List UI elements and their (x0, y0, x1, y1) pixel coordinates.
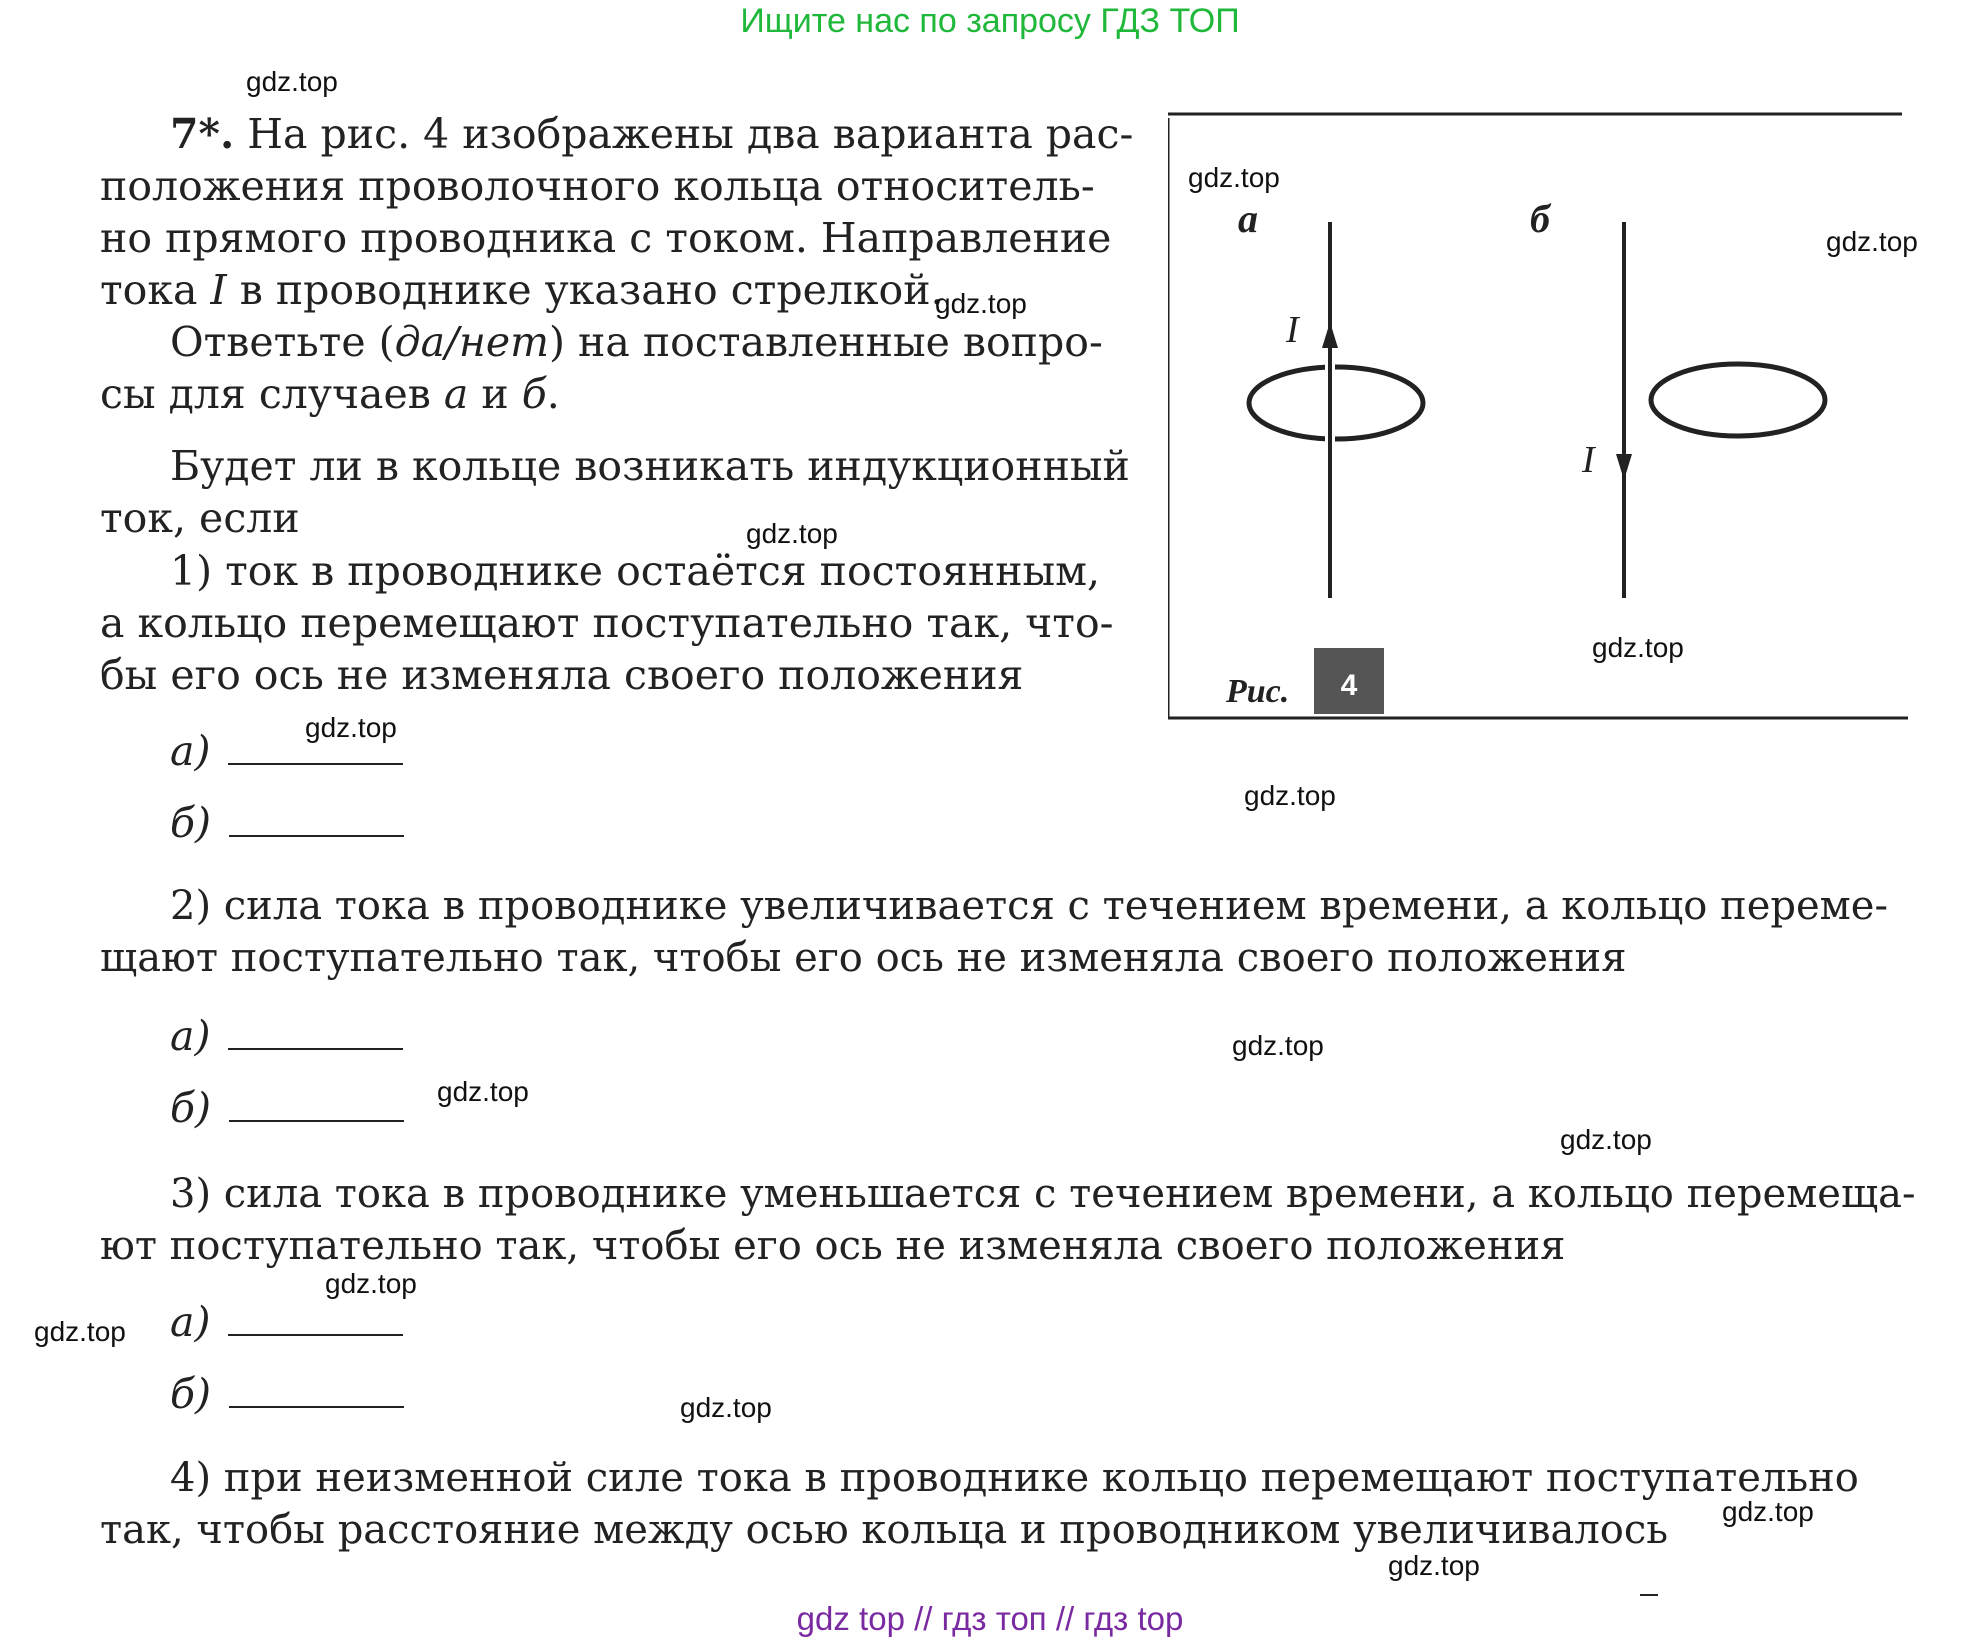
watermark: gdz.top (1826, 226, 1918, 257)
item-4-line-2: так, чтобы расстояние между осью кольца и проводником увеличивалось (100, 1507, 1669, 1553)
arrow-down-icon (1616, 454, 1632, 480)
watermark: gdz.top (1560, 1124, 1652, 1155)
q-prefix: Ответьте ( (170, 318, 395, 366)
item-1-answer-b (170, 797, 404, 849)
q2-end: . (546, 370, 560, 418)
ring-a (1249, 367, 1423, 439)
question-line-1 (170, 316, 1103, 368)
prompt-line-2: ток, если (100, 494, 300, 542)
footer-links: gdz top // гдз топ // гдз top (796, 1600, 1184, 1637)
q2-prefix: сы для случаев (100, 370, 444, 418)
current-var: I (210, 266, 227, 314)
line4-suffix: в проводнике указано стрелкой. (226, 266, 944, 314)
q2-a: а (443, 370, 469, 418)
q-italic: да/нет (394, 318, 550, 366)
q-suffix: ) на поставленные вопро- (549, 318, 1103, 366)
watermark: gdz.top (246, 66, 338, 97)
item-3-line-2: ют поступательно так, чтобы его ось не изменяла своего положения (100, 1223, 1566, 1269)
item-3-line-1: 3) сила тока в проводнике уменьшается с течением времени, а кольцо перемеща- (170, 1171, 1916, 1217)
question-line-2 (100, 368, 560, 420)
answer-blank[interactable] (228, 1306, 403, 1336)
task-line-3: но прямого проводника с током. Направление (100, 214, 1112, 262)
figure-number: 4 (1340, 669, 1358, 702)
stray-mark (1640, 1594, 1658, 1596)
current-label-b: I (1582, 439, 1595, 481)
item-4-line-1: 4) при неизменной силе тока в проводнике кольцо перемещают поступательно (170, 1455, 1859, 1501)
label-a: а (1238, 196, 1258, 241)
task-intro-1: На рис. 4 изображены два варианта рас- (247, 110, 1134, 158)
task-line-2: положения проволочного кольца относитель- (100, 162, 1095, 210)
ring-b (1651, 364, 1825, 436)
item-2-answer-a (170, 1010, 403, 1062)
task-line-4 (100, 264, 944, 316)
search-banner: Ищите нас по запросу ГДЗ ТОП (740, 2, 1240, 40)
watermark: gdz.top (34, 1316, 126, 1347)
current-label-a: I (1286, 309, 1299, 351)
item-1-line-2: а кольцо перемещают поступательно так, что- (100, 599, 1114, 647)
answer-blank[interactable] (229, 807, 404, 837)
label-b: б (1530, 196, 1550, 241)
watermark: gdz.top (680, 1392, 772, 1423)
task-line-1 (170, 108, 1133, 160)
line4-prefix: тока (100, 266, 211, 314)
watermark: gdz.top (1244, 780, 1336, 811)
answer-label-b: б) (170, 1370, 212, 1418)
watermark: gdz.top (1188, 162, 1280, 193)
watermark: gdz.top (305, 712, 397, 743)
item-2-answer-b (170, 1082, 404, 1134)
watermark: gdz.top (437, 1076, 529, 1107)
answer-label-b: б) (170, 799, 212, 847)
figure-caption: Рис. (1226, 673, 1290, 710)
watermark: gdz.top (1232, 1030, 1324, 1061)
figure-4 (1168, 110, 1908, 720)
item-1-line-3: бы его ось не изменяла своего положения (100, 651, 1024, 699)
answer-label-b: б) (170, 1084, 212, 1132)
item-3-answer-a (170, 1296, 403, 1348)
answer-label-a: а) (170, 1298, 211, 1346)
answer-label-a: а) (170, 727, 211, 775)
item-1-line-1: 1) ток в проводнике остаётся постоянным, (170, 547, 1101, 595)
arrow-up-icon (1322, 322, 1338, 348)
watermark: gdz.top (325, 1268, 417, 1299)
answer-label-a: а) (170, 1012, 211, 1060)
answer-blank[interactable] (228, 1020, 403, 1050)
item-3-answer-b (170, 1368, 404, 1420)
item-2-line-2: щают поступательно так, чтобы его ось не изменяла своего положения (100, 935, 1627, 981)
watermark: gdz.top (746, 518, 838, 549)
prompt-line-1: Будет ли в кольце возникать индукционный (170, 442, 1130, 490)
watermark: gdz.top (935, 288, 1027, 319)
answer-blank[interactable] (229, 1378, 404, 1408)
watermark: gdz.top (1388, 1550, 1480, 1581)
watermark: gdz.top (1592, 632, 1684, 663)
watermark: gdz.top (1722, 1496, 1814, 1527)
task-number: 7*. (170, 110, 235, 158)
q2-b: б (521, 370, 547, 418)
answer-blank[interactable] (229, 1092, 404, 1122)
item-2-line-1: 2) сила тока в проводнике увеличивается с течением времени, а кольцо переме- (170, 883, 1888, 929)
q2-mid: и (468, 370, 522, 418)
